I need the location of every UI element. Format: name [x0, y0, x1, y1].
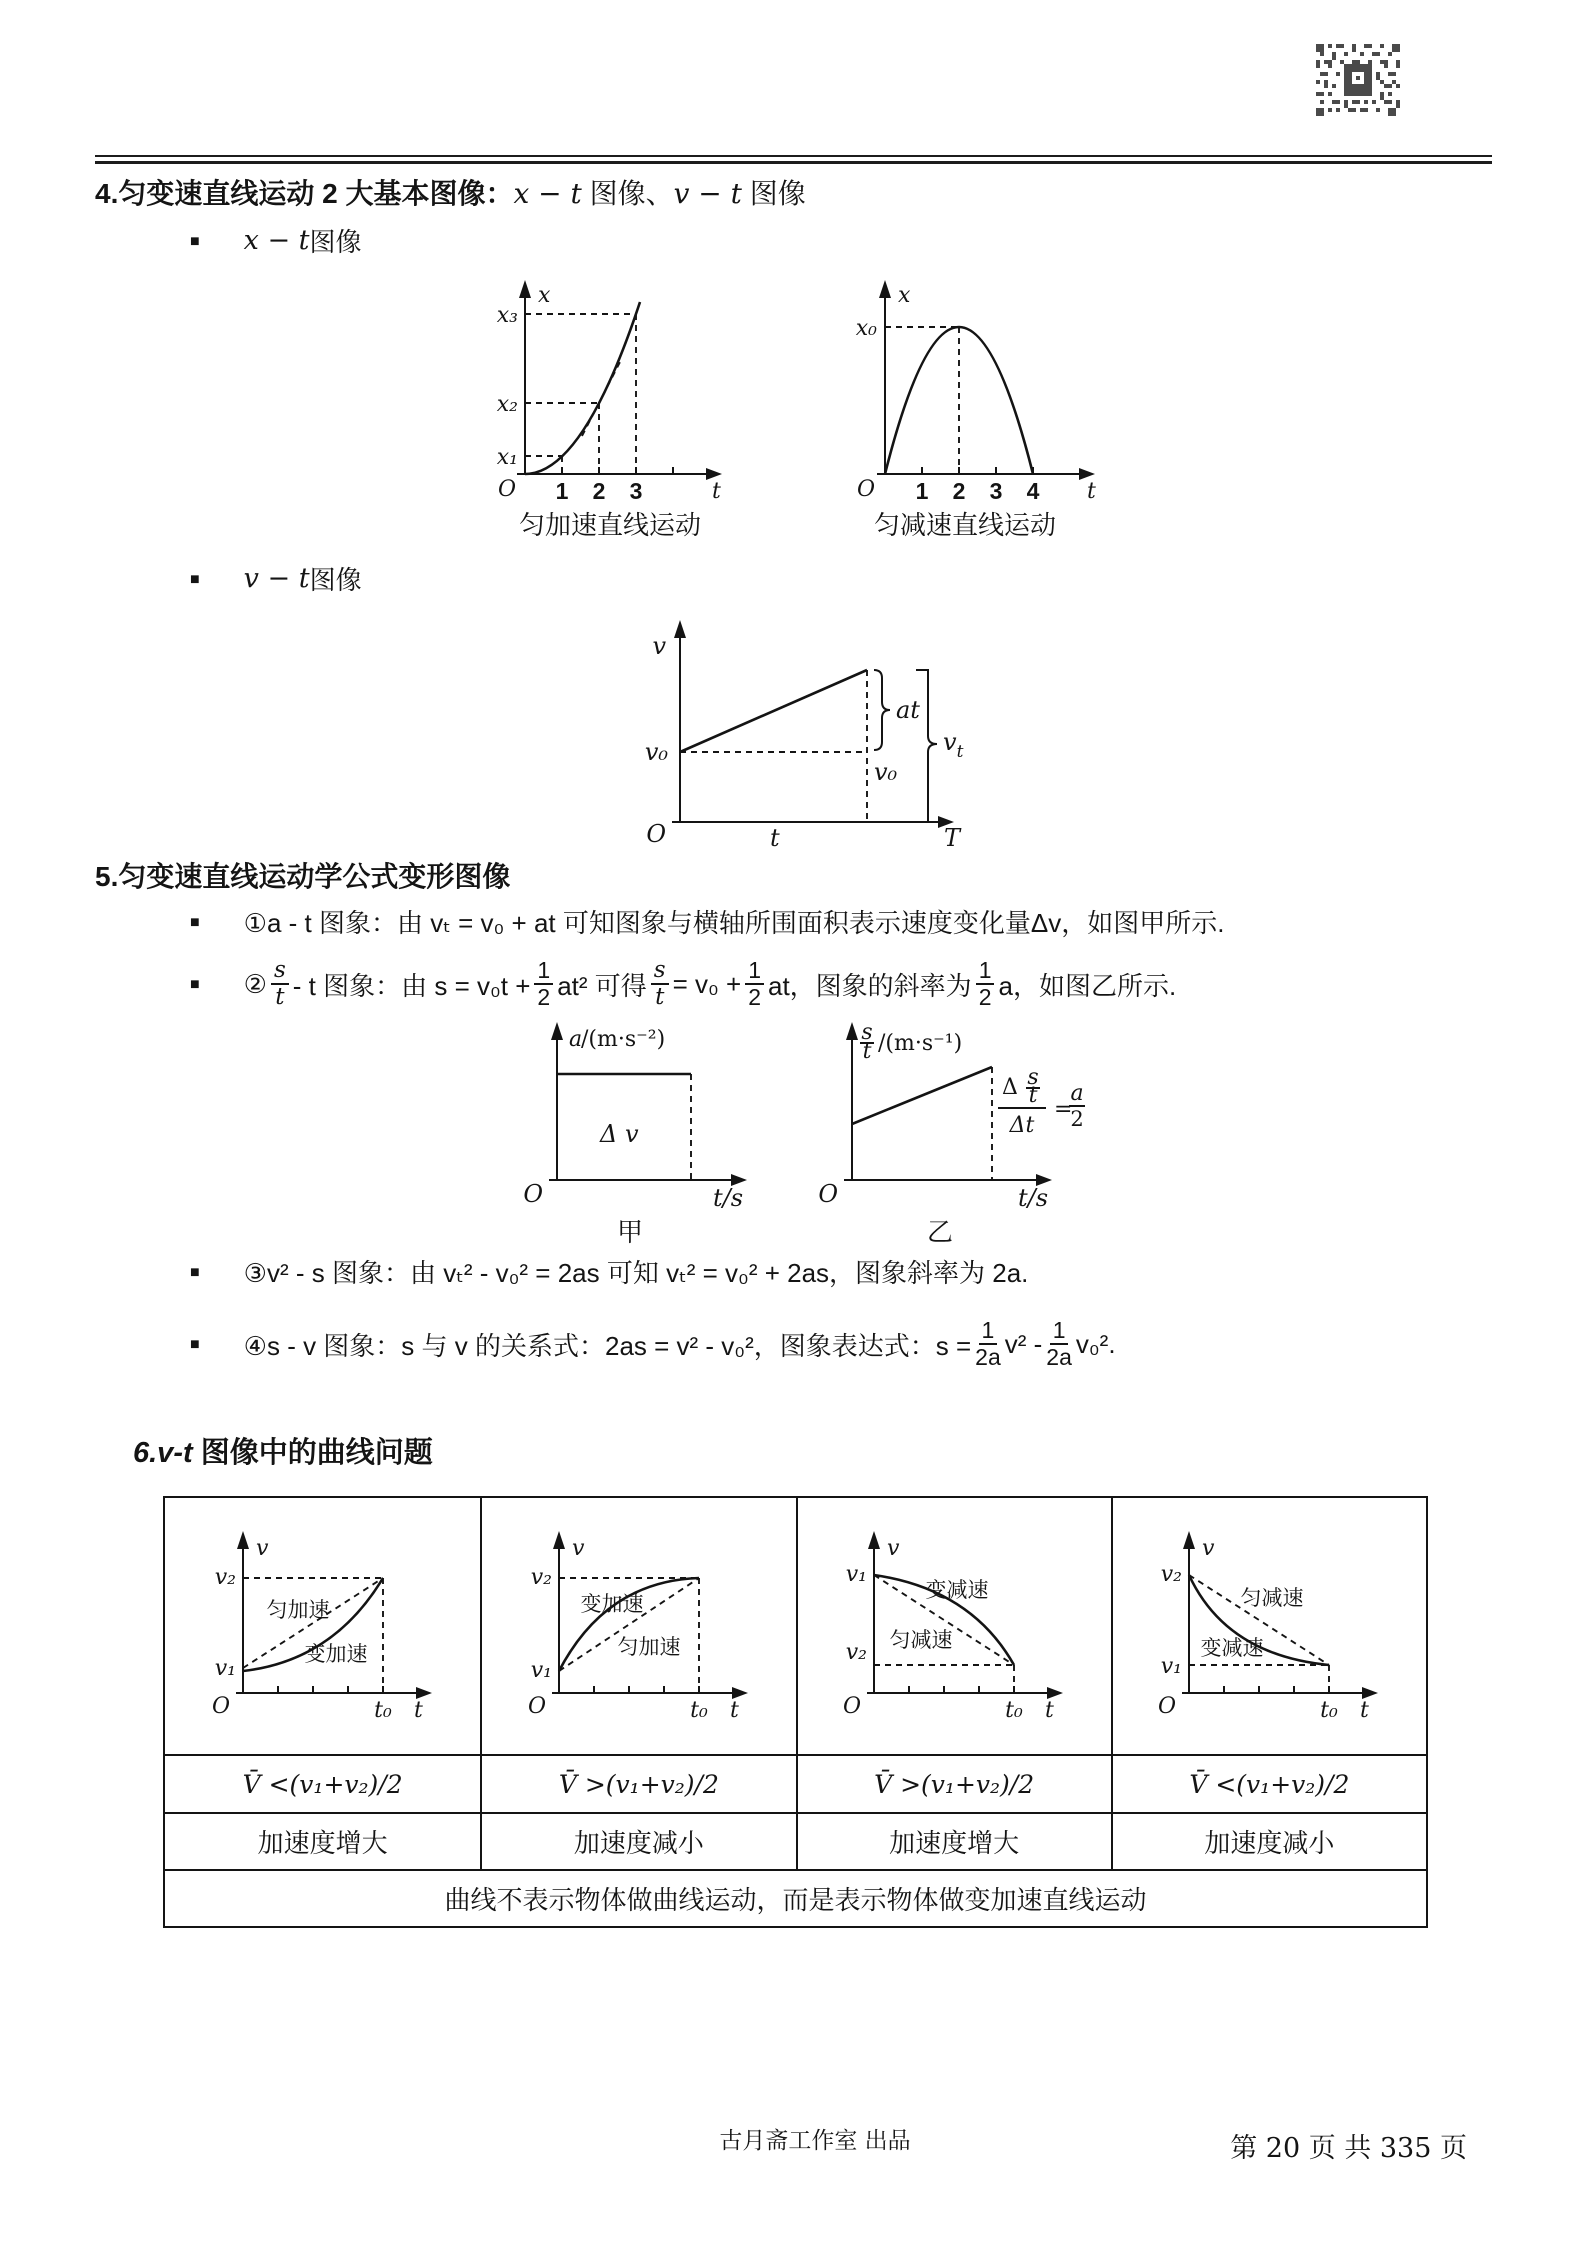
bullet-square-icon: ■	[190, 570, 200, 588]
axes	[672, 620, 954, 828]
qr-code	[1316, 44, 1400, 116]
bullet2-seg2: - t 图象：由 s = v₀t +	[292, 970, 531, 1001]
avg-velocity-3: V̄ >(v₁+v₂)/2	[796, 1754, 1111, 1812]
origin-label: O	[646, 820, 666, 848]
v2-label: v₂	[1161, 1562, 1183, 1587]
section6-heading-text: 图像中的曲线问题	[200, 1437, 433, 1469]
curve-note: 曲线不表示物体做曲线运动，而是表示物体做变加速直线运动	[165, 1869, 1426, 1926]
origin-label: O	[856, 477, 875, 502]
v1-label: v₁	[845, 1562, 868, 1587]
svg-text:=: =	[1054, 1097, 1073, 1122]
bullet2-seg3: at² 可得	[557, 970, 647, 1001]
bullet-square-icon: ■	[190, 976, 200, 993]
x2-label: x₂	[496, 392, 518, 417]
y-axis-label: v	[887, 1536, 900, 1561]
x-axis-label: t	[1087, 479, 1096, 502]
vt-bracket	[916, 670, 937, 822]
curve-cell-2	[480, 1498, 795, 1754]
x-axis-label: t	[712, 479, 721, 502]
varying-label: 变减速	[1200, 1637, 1264, 1660]
t0-label: t₀	[1005, 1698, 1023, 1723]
t0-label: t₀	[690, 1698, 708, 1723]
avg-velocity-2: V̄ >(v₁+v₂)/2	[480, 1754, 795, 1812]
xt-accel-caption: 匀加速直线运动	[518, 510, 701, 540]
uniform-label: 匀加速	[266, 1599, 330, 1622]
x3-label: x₃	[496, 303, 518, 328]
fraction-one-half: $\frac{1}{2}$	[534, 958, 553, 1011]
header-rule	[95, 155, 1492, 164]
bullet-vt-graph	[190, 560, 362, 597]
bullet-vt-math: v − t	[243, 563, 310, 594]
tick-2: 2	[952, 478, 966, 502]
T-label: T	[944, 824, 961, 850]
y-axis-label: v	[652, 632, 666, 660]
y-axis-label-a: a	[569, 1027, 583, 1052]
varying-label: 变加速	[580, 1593, 644, 1616]
acceleration-trend-1: 加速度增大	[165, 1812, 480, 1869]
origin-label: O	[527, 1694, 546, 1719]
x0-label: x₀	[855, 316, 877, 341]
bullet-xt-math: x − t	[243, 225, 310, 256]
dashed-guides	[885, 327, 959, 474]
section4-heading-math-xt: x − t	[513, 177, 582, 210]
footer-studio: 古月斋工作室 出品	[719, 2128, 911, 2154]
bullet2-seg6: a，如图乙所示.	[998, 970, 1177, 1001]
curve-cell-graph-2	[514, 1521, 764, 1731]
tick-1: 1	[915, 478, 929, 502]
t-label: t	[1045, 1698, 1054, 1723]
svg-text:2: 2	[1070, 1107, 1084, 1131]
y-axis-unit: /(m·s⁻²)	[581, 1027, 666, 1052]
dashed-guides	[680, 670, 867, 822]
velocity-line	[680, 670, 867, 752]
jia-caption: 甲	[616, 1217, 643, 1247]
position-curve	[525, 302, 640, 474]
bullet-v2s-graph	[190, 1253, 1028, 1290]
acceleration-trend-3: 加速度增大	[796, 1812, 1111, 1869]
svg-text:t: t	[1028, 1083, 1038, 1108]
tick-3: 3	[629, 478, 643, 502]
x-axis-label: t/s	[1018, 1184, 1049, 1212]
y-axis-label: v	[255, 1536, 269, 1561]
st-line	[852, 1067, 992, 1124]
curve-cell-graph-3	[829, 1521, 1079, 1731]
tick-4: 4	[1026, 478, 1040, 502]
y-axis-label: v	[571, 1536, 585, 1561]
bullet-xt-graph	[190, 222, 362, 259]
fraction-one-half: $\frac{1}{2}$	[976, 958, 995, 1011]
bullet4-seg3: v₀².	[1075, 1328, 1116, 1359]
v1-label: v₁	[530, 1658, 552, 1683]
vt-graph	[610, 610, 980, 850]
section6-heading	[133, 1430, 433, 1471]
curve-table	[163, 1496, 1428, 1928]
uniform-label: 匀加速	[617, 1636, 681, 1659]
slope-annotation	[998, 1065, 1085, 1138]
x-axis-label: t/s	[713, 1184, 744, 1212]
curve-cell-3	[796, 1498, 1111, 1754]
v1-label: v₁	[1161, 1654, 1183, 1679]
bullet3-text: ③v² - s 图象：由 vₜ² - v₀² = 2as 可知 vₜ² = v₀² + 2as，图象斜率为 2a.	[243, 1258, 1029, 1288]
bullet4-seg2: v² -	[1004, 1328, 1043, 1359]
xt-decel-caption: 匀减速直线运动	[873, 510, 1056, 540]
avg-velocity-4: V̄ <(v₁+v₂)/2	[1111, 1754, 1426, 1812]
xt-decel-graph	[825, 272, 1105, 502]
varying-label: 变减速	[925, 1579, 989, 1602]
at-label: at	[896, 696, 920, 724]
t-label: t	[729, 1698, 739, 1723]
y-axis-label: x	[898, 283, 911, 308]
t-label: t	[413, 1698, 423, 1723]
section4-heading-text1: 图像、	[581, 178, 674, 209]
st-graph-yi	[790, 1012, 1090, 1212]
t0-label: t₀	[1320, 1698, 1339, 1723]
fraction-one-half: $\frac{1}{2}$	[745, 958, 764, 1011]
fraction-s-over-t: $\frac{s}{t}$	[651, 958, 669, 1011]
acceleration-trend-2: 加速度减小	[480, 1812, 795, 1869]
axes	[877, 280, 1095, 480]
at-graph-jia	[495, 1012, 765, 1212]
section4-heading-text2: 图像	[741, 178, 806, 209]
tick-1: 1	[555, 478, 569, 502]
tick-2: 2	[592, 478, 606, 502]
fraction-one-over-2a: $\frac{1}{2a}$	[1046, 1316, 1072, 1370]
curve-cell-1	[165, 1498, 480, 1754]
fraction-one-over-2a: $\frac{1}{2a}$	[975, 1316, 1001, 1370]
v2-label: v₂	[845, 1640, 868, 1665]
curve-cell-graph-4	[1144, 1521, 1394, 1731]
uniform-label: 匀减速	[889, 1629, 953, 1652]
bullet-sv-graph	[190, 1302, 1116, 1386]
bullet-vt-text: 图像	[309, 565, 362, 595]
origin-label: O	[523, 1180, 543, 1208]
bullet-square-icon: ■	[190, 913, 200, 931]
t0-label: t₀	[373, 1698, 392, 1723]
uniform-label: 匀减速	[1240, 1587, 1304, 1610]
varying-label: 变加速	[304, 1643, 368, 1666]
t-label: t	[1360, 1698, 1370, 1723]
v0-left-label: v₀	[644, 738, 668, 766]
bullet-square-icon: ■	[190, 1336, 200, 1353]
axes	[517, 280, 722, 480]
bullet-at-graph	[190, 903, 1224, 940]
at-brace	[874, 670, 890, 750]
bullet2-seg4: = v₀ +	[672, 968, 742, 999]
footer-page-number: 第 20 页 共 335 页	[1230, 2133, 1467, 2164]
fraction-s-over-t: $\frac{s}{t}$	[271, 958, 289, 1011]
section4-heading	[95, 172, 806, 212]
svg-text:a: a	[1070, 1081, 1084, 1106]
xt-accel-graph	[470, 272, 730, 502]
x1-label: x₁	[496, 445, 518, 470]
bullet1-text: ①a - t 图象：由 vₜ = v₀ + at 可知图象与横轴所围面积表示速度变化量Δv，如图甲所示.	[243, 908, 1225, 938]
svg-text:s: s	[861, 1020, 873, 1045]
avg-velocity-1: V̄ <(v₁+v₂)/2	[165, 1754, 480, 1812]
yi-caption: 乙	[926, 1217, 953, 1247]
section5-heading: 5.匀变速直线运动学公式变形图像	[95, 861, 511, 892]
svg-text:/(m·s⁻¹): /(m·s⁻¹)	[878, 1031, 963, 1056]
y-axis-fraction-label	[860, 1020, 962, 1064]
t-label: t	[770, 824, 780, 850]
bullet-square-icon: ■	[190, 232, 200, 250]
curve-cell-4	[1111, 1498, 1426, 1754]
bullet-square-icon: ■	[190, 1263, 200, 1281]
section4-heading-bold: 4.匀变速直线运动 2 大基本图像：	[95, 178, 514, 209]
bullet2-seg1: ②	[243, 968, 267, 999]
section6-heading-math: 6.v-t	[133, 1437, 201, 1469]
svg-text:Δt: Δt	[1009, 1113, 1035, 1138]
v2-label: v₂	[530, 1565, 552, 1590]
bullet2-seg5: at，图象的斜率为	[768, 970, 972, 1001]
v0-right-label: v₀	[874, 758, 898, 786]
delta-v-label: Δ v	[600, 1120, 639, 1148]
v2-label: v₂	[214, 1565, 236, 1590]
svg-text:s: s	[1027, 1065, 1039, 1090]
svg-text:Δ: Δ	[1002, 1075, 1018, 1100]
curve-cell-graph-1	[198, 1521, 448, 1731]
dashed-guides	[243, 1578, 383, 1693]
acceleration-trend-4: 加速度减小	[1111, 1812, 1426, 1869]
origin-label: O	[211, 1694, 230, 1719]
v1-label: v₁	[214, 1656, 236, 1681]
dashed-guides	[525, 314, 636, 474]
bullet4-seg1: ④s - v 图象：s 与 v 的关系式：2as = v² - v₀²，图象表达式：s =	[243, 1330, 972, 1361]
y-axis-label: v	[1202, 1536, 1215, 1561]
section4-heading-math-vt: v − t	[673, 177, 742, 210]
vt-label: $v_t$	[943, 728, 964, 762]
origin-label: O	[843, 1694, 862, 1719]
tick-3: 3	[989, 478, 1003, 502]
origin-label: O	[497, 477, 516, 502]
origin-label: O	[1158, 1694, 1177, 1719]
svg-text:t: t	[862, 1039, 872, 1064]
bullet-xt-text: 图像	[309, 227, 362, 257]
origin-label: O	[818, 1180, 838, 1208]
y-axis-label: x	[538, 283, 551, 308]
